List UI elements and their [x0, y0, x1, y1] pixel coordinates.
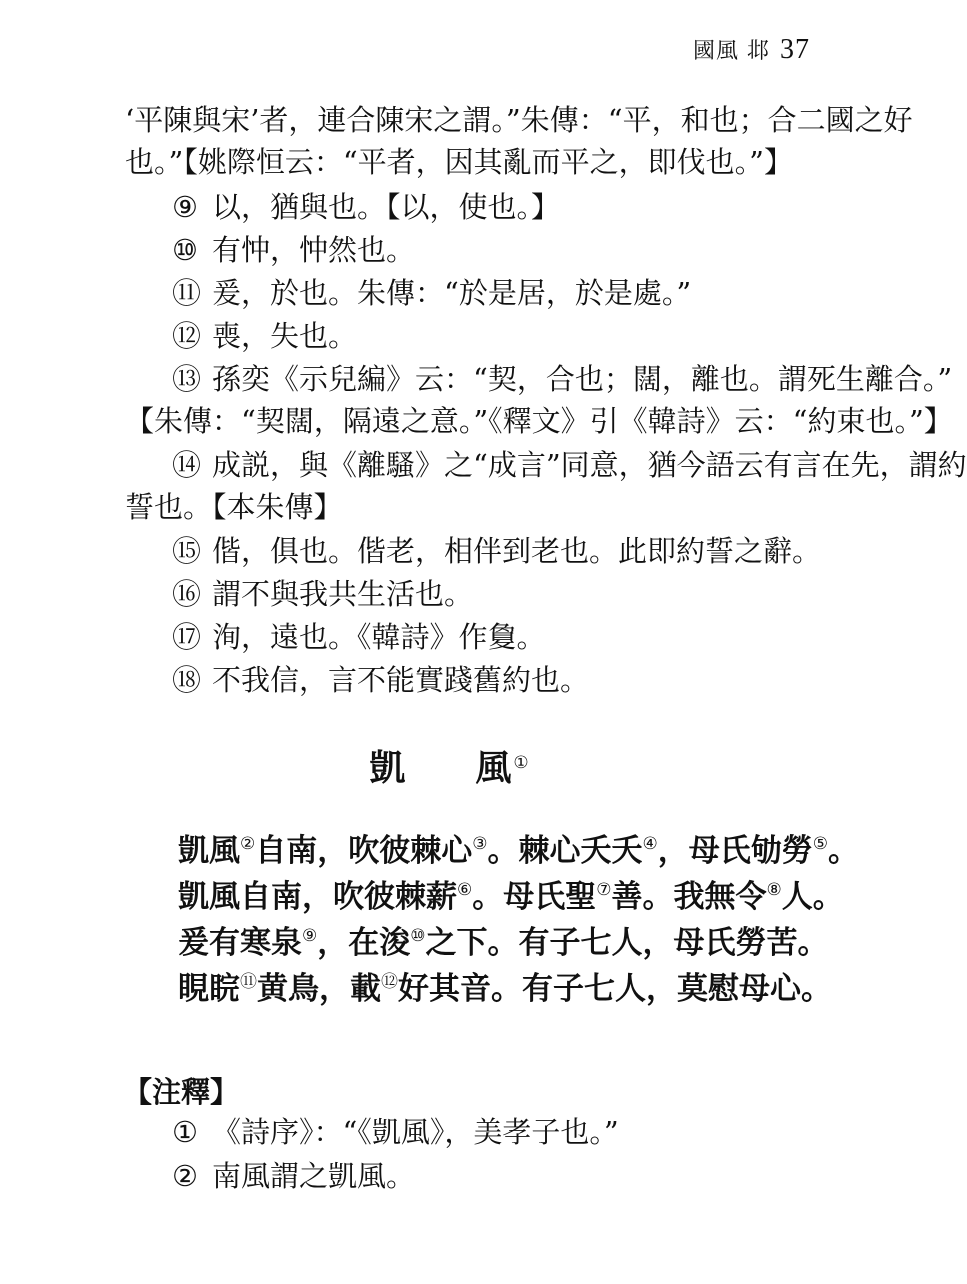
note-text: 以，猶與也。【以，使也。】	[212, 190, 561, 224]
note-number: ⑯	[172, 577, 202, 611]
note-number: ⑩	[172, 233, 198, 267]
note-11	[172, 273, 820, 313]
poem-text: 凱風自南，吹彼棘薪	[178, 879, 457, 915]
note-number: ⑮	[172, 534, 202, 568]
note-text: 喪，失也。	[212, 319, 358, 353]
note-number: ⑱	[172, 663, 202, 697]
note-17	[172, 617, 820, 657]
poem-text: 凱風	[178, 833, 240, 869]
poem-title-char: 風	[475, 747, 514, 789]
poem-stanza-line-1	[178, 830, 859, 872]
note-13	[172, 359, 953, 399]
poem-stanza-line-4	[178, 968, 840, 1010]
note-number: ②	[172, 1159, 198, 1193]
poem-text: 之下。有子七人，母氏勞苦。	[425, 925, 829, 961]
poem-note-ref: ⑤	[812, 834, 828, 854]
note-number: ⑪	[172, 276, 202, 310]
poem-text: ，母氏劬勞	[657, 833, 813, 869]
poem-note-ref: ⑩	[410, 926, 426, 946]
note-text: 洵，遠也。《韓詩》作敻。	[212, 620, 546, 654]
poem-note-ref: ⑨	[302, 926, 318, 946]
note-number: ⑫	[172, 319, 202, 353]
running-head	[693, 34, 810, 66]
poem-text: 睍睆	[178, 971, 240, 1007]
note-text: 謂不與我共生活也。	[212, 577, 474, 611]
note-1	[172, 1112, 820, 1152]
poem-note-ref: ⑧	[766, 880, 782, 900]
note-15	[172, 531, 820, 571]
note-14	[172, 445, 967, 485]
note-line: 【朱傳：“契闊，隔遠之意。”《釋文》引《韓詩》云：“約束也。”】	[125, 404, 953, 438]
poem-text: 爰有寒泉	[178, 925, 302, 961]
note-number: ①	[172, 1115, 198, 1149]
poem-text: 人。	[781, 879, 844, 915]
page-number: 37	[780, 34, 810, 65]
note-10	[172, 230, 820, 270]
poem-text: 善。我無令	[611, 879, 767, 915]
poem-title-char: 凱	[369, 747, 408, 789]
poem-text: 黄鳥，載	[257, 971, 381, 1007]
note-line: 也。”【姚際恒云：“平者，因其亂而平之，即伐也。”】	[125, 145, 793, 179]
note-text: 《詩序》：“《凱風》，美孝子也。”	[212, 1115, 619, 1149]
poem-text: 好其音。有子七人，莫慰母心。	[398, 971, 832, 1007]
poem-note-ref: ⑪	[240, 972, 257, 992]
poem-note-ref: ④	[642, 834, 658, 854]
note-16	[172, 574, 820, 614]
poem-note-ref: ⑫	[381, 972, 398, 992]
poem-text: 。母氏聖	[472, 879, 597, 915]
poem-text: ，在浚	[317, 925, 411, 961]
poem-note-ref: ⑥	[457, 880, 473, 900]
poem-text: 。棘心夭夭	[487, 833, 643, 869]
note-number: ⑬	[172, 362, 202, 396]
poem-text: 自南，吹彼棘心	[255, 833, 473, 869]
poem-title	[0, 740, 900, 791]
poem-stanza-line-3	[178, 922, 840, 964]
poem-stanza-line-2	[178, 876, 844, 918]
note-number: ⑰	[172, 620, 202, 654]
note-text: 孫奕《示兒編》云：“契，合也；闊，離也。謂死生離合。”	[212, 362, 953, 396]
notes-heading: 【注釋】	[123, 1075, 240, 1109]
note-line: ‘平陳與宋’者，連合陳宋之謂。”朱傳：“平，和也；合二國之好	[125, 103, 913, 137]
note-18	[172, 660, 820, 700]
poem-note-ref: ③	[472, 834, 488, 854]
note-text: 成説，與《離騷》之“成言”同意，猶今語云有言在先，謂約	[212, 448, 967, 482]
note-number: ⑭	[172, 448, 202, 482]
note-text: 爰，於也。朱傳：“於是居，於是處。”	[212, 276, 692, 310]
poem-note-ref: ⑦	[596, 880, 612, 900]
chapter-title: 國風 邶	[693, 39, 770, 64]
note-12	[172, 316, 820, 356]
note-2	[172, 1156, 820, 1196]
note-text: 南風謂之凱風。	[212, 1159, 416, 1193]
note-number: ⑨	[172, 190, 198, 224]
note-line: 誓也。【本朱傳】	[125, 490, 343, 524]
poem-title-note: ①	[513, 753, 531, 773]
poem-text: 。	[828, 833, 859, 869]
note-text: 不我信，言不能實踐舊約也。	[212, 663, 590, 697]
poem-note-ref: ②	[240, 834, 256, 854]
note-text: 偕，俱也。偕老，相伴到老也。此即約誓之辭。	[212, 534, 822, 568]
note-text: 有忡，忡然也。	[212, 233, 416, 267]
note-9	[172, 187, 820, 227]
